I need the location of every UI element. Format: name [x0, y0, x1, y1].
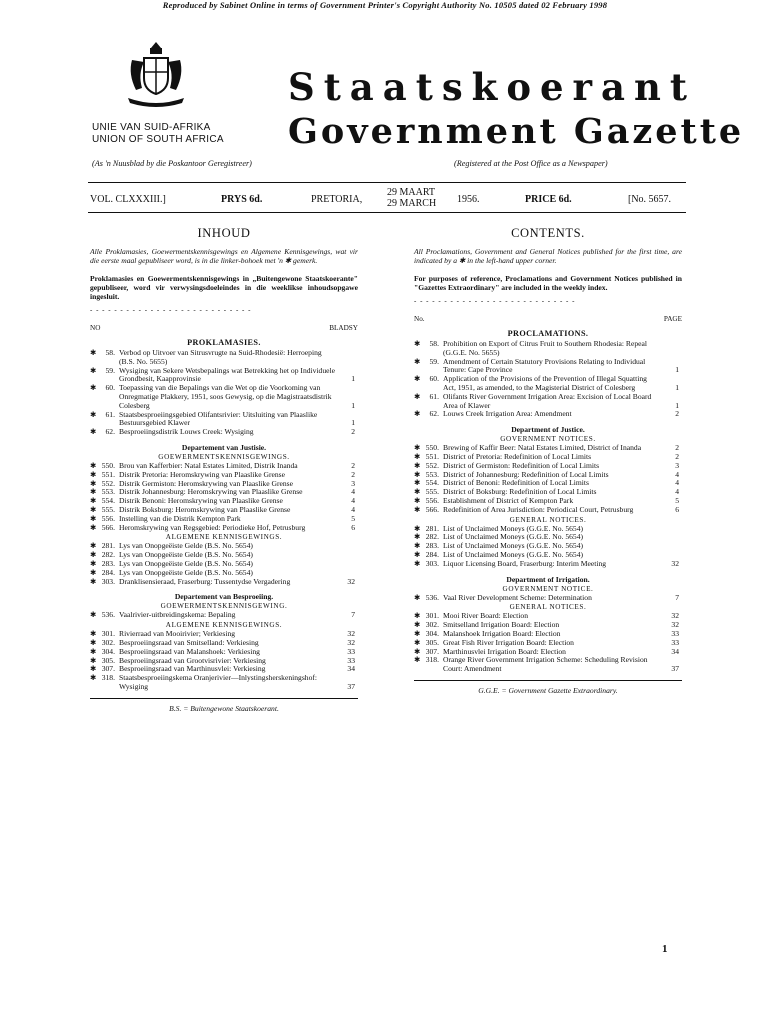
entry-page: 5 — [675, 495, 679, 505]
entry-page: 5 — [351, 513, 355, 523]
star-icon: ✱ — [414, 611, 421, 621]
entry-number: 552. — [101, 478, 115, 488]
index-entry — [414, 594, 682, 603]
entry-text: Staatsbesproeiingskema Oranjerivier—Inlystingsherskeningshof: Wysiging — [119, 673, 318, 691]
inhoud-sections — [90, 338, 358, 692]
entry-text: List of Unclaimed Moneys (G.G.E. No. 5654) — [443, 541, 584, 551]
entry-text: Toepassing van die Bepalings van die Wet op die Voorkoming van Onregmatige Plakkery, 1951, soos Gewysig, op die Magistraatsdistrik Colesberg — [119, 383, 332, 410]
entry-number: 305. — [425, 637, 439, 647]
department-title: Departement van Besproeiing. — [174, 592, 274, 602]
index-entry — [414, 656, 682, 674]
star-icon: ✱ — [414, 460, 421, 470]
year: 1956. — [457, 194, 480, 205]
entry-text: Heromskrywing van Regsgebied: Periodieke Hof, Petrusburg — [119, 522, 306, 532]
entry-text: Amendment of Certain Statutory Provisions Relating to Individual Tenure: Cape Province — [443, 356, 646, 375]
star-icon: ✱ — [414, 637, 421, 647]
star-icon: ✱ — [414, 495, 421, 505]
title-english: Government Gazette — [288, 111, 745, 152]
entry-page: 32 — [347, 637, 355, 647]
entry-text: Brou van Kafferbier: Natal Estates Limited, Distrik Inanda — [119, 460, 298, 470]
star-icon: ✱ — [414, 443, 421, 453]
entry-text: Lys van Onopgeëiste Gelde (B.S. No. 5654) — [119, 558, 253, 568]
entry-number: 554. — [101, 496, 115, 506]
entry-page: 4 — [675, 478, 679, 488]
star-icon: ✱ — [90, 541, 97, 551]
star-icon: ✱ — [414, 504, 421, 514]
entry-number: 555. — [101, 504, 115, 514]
star-icon: ✱ — [90, 646, 97, 656]
inhoud-column — [90, 226, 358, 713]
page-marker: 1 — [662, 943, 668, 955]
star-icon: ✱ — [90, 496, 97, 506]
entry-number: 281. — [101, 541, 115, 551]
star-icon: ✱ — [414, 391, 421, 401]
star-icon: ✱ — [414, 356, 421, 366]
entry-page: 2 — [675, 451, 679, 461]
entry-number: 303. — [425, 558, 439, 568]
star-icon: ✱ — [90, 409, 97, 419]
entry-number: 566. — [425, 504, 439, 514]
star-icon: ✱ — [90, 504, 97, 514]
entry-text: Staatsbesproeiingsgebied Olifantsrivier: Uitsluiting van Plaaslike Bestuursgebied Klawer — [119, 409, 318, 428]
star-icon: ✱ — [414, 469, 421, 479]
star-icon: ✱ — [414, 532, 421, 542]
index-entry — [414, 560, 682, 569]
entry-text: Wysiging van Sekere Wetsbepalings wat Betrekking het op Individuele Grondbesit, Kaapprovinsie — [119, 365, 336, 384]
entry-number: 307. — [425, 646, 439, 656]
entry-number: 551. — [425, 451, 439, 461]
entry-text: Lys van Onopgeëiste Gelde (B.S. No. 5654) — [119, 541, 253, 551]
section-title: GOVERNMENT NOTICES. — [500, 435, 596, 444]
entry-page: 6 — [351, 522, 355, 532]
inhoud-intro: Alle Proklamasies, Goewermentskennisgewings en Algemene Kennisgewings, wat vir die eerste maal gepubliseer word, is in die linker-bohoek met 'n ✱ gemerk. — [90, 247, 358, 265]
entry-number: 536. — [101, 610, 115, 620]
entry-number: 307. — [101, 664, 115, 674]
index-entry — [90, 411, 358, 429]
entry-text: Besproeiingsraad van Smitselland: Verkiesing — [119, 637, 259, 647]
divider-dashes: - - - - - - - - - - - - - - - - - - - - - - - - - - - — [414, 297, 576, 305]
entry-number: 303. — [101, 576, 115, 586]
entry-number: 282. — [425, 532, 439, 542]
entry-text: Distrik Benoni: Heromskrywing van Plaaslike Grense — [119, 496, 283, 506]
masthead-bottom-rule — [88, 212, 686, 213]
star-icon: ✱ — [90, 637, 97, 647]
entry-number: 281. — [425, 523, 439, 533]
star-icon: ✱ — [90, 365, 97, 375]
department-title: Department of Irrigation. — [506, 574, 590, 584]
entry-number: 304. — [101, 646, 115, 656]
section-title: PROKLAMASIES. — [187, 338, 261, 347]
entry-page: 2 — [351, 460, 355, 470]
title-afrikaans: Staatskoerant — [288, 65, 696, 109]
entry-page: 32 — [671, 558, 679, 568]
entry-text: Besproeiingsraad van Malanshoek: Verkiesing — [119, 646, 260, 656]
entry-number: 302. — [101, 637, 115, 647]
section-title: ALGEMENE KENNISGEWINGS. — [165, 533, 283, 542]
star-icon: ✱ — [414, 523, 421, 533]
entry-page: 34 — [347, 664, 355, 674]
entry-text: District of Germiston: Redefinition of Local Limits — [443, 460, 600, 470]
entry-text: Lys van Onopgeëiste Gelde (B.S. No. 5654) — [119, 567, 253, 577]
entry-text: Prohibition on Export of Citrus Fruit to Southern Rhodesia: Repeal (G.G.E. No. 5655) — [443, 339, 647, 357]
star-icon: ✱ — [90, 558, 97, 568]
star-icon: ✱ — [414, 409, 421, 419]
entry-page: 4 — [351, 504, 355, 514]
entry-text: Louws Creek Irrigation Area: Amendment — [443, 409, 572, 419]
star-icon: ✱ — [414, 620, 421, 630]
entry-text: District of Benoni: Redefinition of Local Limits — [443, 478, 589, 488]
entry-text: Brewing of Kaffir Beer: Natal Estates Limited, District of Inanda — [443, 443, 642, 453]
entry-number: 550. — [425, 443, 439, 453]
entry-text: List of Unclaimed Moneys (G.G.E. No. 5654) — [443, 549, 584, 559]
section-title: PROCLAMATIONS. — [507, 329, 589, 338]
entry-page: 1 — [351, 374, 355, 384]
index-entry — [414, 393, 682, 411]
entry-text: Besproeiingsdistrik Louws Creek: Wysiging — [119, 427, 254, 437]
star-icon: ✱ — [90, 655, 97, 665]
entry-page: 1 — [675, 400, 679, 410]
entry-text: List of Unclaimed Moneys (G.G.E. No. 5654) — [443, 523, 584, 533]
section-title: GOEWERMENTSKENNISGEWINGS. — [158, 452, 290, 461]
entry-page: 2 — [351, 469, 355, 479]
star-icon: ✱ — [90, 513, 97, 523]
contents-heading: CONTENTS. — [511, 226, 585, 240]
star-icon: ✱ — [414, 487, 421, 497]
entry-page: 1 — [351, 400, 355, 410]
entry-text: Liquor Licensing Board, Fraserburg: Interim Meeting — [443, 558, 607, 568]
entry-number: 318. — [425, 655, 439, 665]
entry-number: 554. — [425, 478, 439, 488]
entry-page: 33 — [347, 655, 355, 665]
number-header: NO — [90, 324, 101, 332]
section-title: GOEWERMENTSKENNISGEWING. — [160, 602, 288, 611]
index-entry — [414, 410, 682, 419]
entry-page: 37 — [671, 664, 679, 674]
star-icon: ✱ — [90, 610, 97, 620]
inhoud-reference-note: Proklamasies en Goewermentskennisgewings in „Buitengewone Staatskoerante" gepubliseer, word vir verwysingsdoeleindes in die weeklikse inhoudsopgawe ingesluit. — [90, 274, 358, 301]
coat-of-arms-icon — [124, 38, 188, 108]
entry-page: 7 — [675, 592, 679, 602]
entry-number: 58. — [429, 339, 439, 348]
entry-number: 551. — [101, 469, 115, 479]
entry-page: 37 — [347, 681, 355, 691]
entry-number: 282. — [101, 550, 115, 560]
star-icon: ✱ — [90, 664, 97, 674]
contents-reference-note: For purposes of reference, Proclamations and Government Notices published in "Gazettes Extraordinary" are included in the weekly index. — [414, 274, 682, 292]
date-af: 29 MAART — [387, 187, 436, 198]
reproduction-notice: Reproduced by Sabinet Online in terms of Government Printer's Copyright Authority No. 10505 dated 02 February 1998 — [162, 0, 608, 10]
entry-number: 318. — [101, 673, 115, 683]
entry-page: 1 — [351, 418, 355, 428]
entry-number: 536. — [425, 592, 439, 602]
entry-text: Besproeiingsraad van Grootvisrivier: Verkiesing — [119, 655, 266, 665]
entry-number: 555. — [425, 487, 439, 497]
entry-number: 304. — [425, 628, 439, 638]
entry-text: Application of the Provisions of the Prevention of Illegal Squatting Act, 1951, as amended, to the Magisterial District of Colesberg — [443, 374, 647, 392]
entry-page: 2 — [675, 443, 679, 453]
star-icon: ✱ — [90, 478, 97, 488]
index-entry — [414, 375, 682, 393]
entry-text: Distrik Pretoria: Heromskrywing van Plaaslike Grense — [119, 469, 285, 479]
entry-page: 3 — [675, 460, 679, 470]
page-header: PAGE — [663, 315, 682, 323]
entry-text: District of Johannesburg: Redefinition of Local Limits — [443, 469, 609, 479]
section-title: GOVERNMENT NOTICE. — [502, 584, 594, 593]
star-icon: ✱ — [90, 550, 97, 560]
contents-intro: All Proclamations, Government and General Notices published for the first time, are indicated by a ✱ in the left-hand upper corner. — [414, 247, 682, 265]
entry-text: Vaalrivier-uitbreidingskema: Bepaling — [119, 610, 236, 620]
star-icon: ✱ — [90, 427, 97, 437]
masthead-top-rule — [88, 182, 686, 183]
entry-text: Orange River Government Irrigation Scheme: Scheduling Revision Court: Amendment — [443, 655, 648, 674]
entry-text: Vaal River Development Scheme: Determination — [443, 592, 592, 602]
star-icon: ✱ — [414, 339, 421, 348]
entry-page: 4 — [351, 496, 355, 506]
price-af: PRYS 6d. — [221, 194, 263, 205]
star-icon: ✱ — [414, 628, 421, 638]
entry-page: 4 — [351, 487, 355, 497]
column-headers — [414, 315, 682, 328]
entry-text: Besproeiingsraad van Marthinusvlei: Verkiesing — [119, 664, 266, 674]
section-title: GENERAL NOTICES. — [509, 515, 587, 524]
entry-text: List of Unclaimed Moneys (G.G.E. No. 5654) — [443, 532, 584, 542]
registration-note-en: (Registered at the Post Office as a Newspaper) — [454, 159, 608, 168]
index-entry — [90, 384, 358, 410]
department-title: Department of Justice. — [511, 425, 585, 435]
entry-text: Marthinusvlei Irrigation Board: Election — [443, 646, 566, 656]
entry-number: 59. — [105, 365, 115, 375]
contents-column — [414, 226, 682, 695]
place: PRETORIA, — [311, 194, 363, 205]
department-title: Departement van Justisie. — [181, 442, 267, 452]
index-entry — [414, 506, 682, 515]
entry-number: 556. — [425, 495, 439, 505]
star-icon: ✱ — [90, 567, 97, 577]
entry-page: 33 — [347, 646, 355, 656]
entry-text: Mooi River Board: Election — [443, 611, 528, 621]
entry-number: 284. — [425, 549, 439, 559]
union-name-af: UNIE VAN SUID-AFRIKA — [92, 122, 211, 133]
entry-text: Malanshoek Irrigation Board: Election — [443, 628, 561, 638]
registration-note-af: (As 'n Nuusblad by die Poskantoor Geregistreer) — [92, 159, 252, 168]
entry-number: 283. — [425, 541, 439, 551]
star-icon: ✱ — [90, 576, 97, 586]
date-en: 29 MARCH — [387, 198, 437, 209]
union-name-en: UNION OF SOUTH AFRICA — [92, 134, 224, 145]
star-icon: ✱ — [414, 549, 421, 559]
entry-number: 301. — [425, 611, 439, 621]
entry-number: 58. — [105, 348, 115, 357]
star-icon: ✱ — [90, 522, 97, 532]
entry-number: 61. — [429, 391, 439, 401]
entry-page: 32 — [347, 576, 355, 586]
star-icon: ✱ — [90, 629, 97, 639]
contents-sections — [414, 329, 682, 674]
price-en: PRICE 6d. — [525, 194, 572, 205]
star-icon: ✱ — [90, 460, 97, 470]
index-entry — [414, 340, 682, 358]
entry-text: Establishment of District of Kempton Park — [443, 495, 574, 505]
column-headers — [90, 324, 358, 337]
entry-page: 33 — [671, 628, 679, 638]
entry-number: 302. — [425, 620, 439, 630]
entry-page: 4 — [675, 469, 679, 479]
entry-text: Redefinition of Area Jurisdiction: Periodical Court, Petrusburg — [443, 504, 634, 514]
entry-text: Great Fish River Irrigation Board: Election — [443, 637, 574, 647]
inhoud-footnote: B.S. = Buitengewone Staatskoerant. — [90, 698, 358, 713]
entry-text: District of Pretoria: Redefinition of Local Limits — [443, 451, 592, 461]
contents-footnote: G.G.E. = Government Gazette Extraordinary. — [414, 680, 682, 695]
star-icon: ✱ — [414, 655, 421, 665]
divider-dashes: - - - - - - - - - - - - - - - - - - - - - - - - - - - — [90, 306, 252, 314]
entry-page: 2 — [675, 409, 679, 419]
entry-page: 32 — [671, 611, 679, 621]
inhoud-heading: INHOUD — [197, 226, 251, 240]
star-icon: ✱ — [90, 348, 97, 357]
star-icon: ✱ — [414, 374, 421, 384]
entry-text: Distrik Boksburg: Heromskrywing van Plaaslike Grense — [119, 504, 291, 514]
star-icon: ✱ — [90, 673, 97, 683]
index-entry — [90, 367, 358, 385]
page-header: BLADSY — [329, 324, 358, 332]
entry-text: Olifants River Government Irrigation Area: Excision of Local Board Area of Klawer — [443, 391, 652, 410]
entry-text: Rivierraad van Mooirivier; Verkiesing — [119, 629, 236, 639]
index-entry — [90, 674, 358, 692]
entry-number: 556. — [101, 513, 115, 523]
entry-text: Verbod op Uitvoer van Sitrusvrugte na Suid-Rhodesië: Herroeping (B.S. No. 5655) — [119, 348, 322, 366]
entry-text: Dranklisensieraad, Fraserburg: Tussentydse Vergadering — [119, 576, 291, 586]
entry-number: 553. — [101, 487, 115, 497]
star-icon: ✱ — [90, 383, 97, 393]
index-entry — [90, 524, 358, 533]
entry-page: 7 — [351, 610, 355, 620]
index-entry — [90, 428, 358, 437]
index-entry — [90, 349, 358, 367]
entry-number: 552. — [425, 460, 439, 470]
entry-number: 566. — [101, 522, 115, 532]
entry-text: Smitselland Irrigation Board: Election — [443, 620, 560, 630]
entry-page: 32 — [347, 629, 355, 639]
entry-page: 4 — [675, 487, 679, 497]
entry-number: 550. — [101, 460, 115, 470]
entry-number: 283. — [101, 558, 115, 568]
entry-text: Lys van Onopgeëiste Gelde (B.S. No. 5654) — [119, 550, 253, 560]
entry-page: 3 — [351, 478, 355, 488]
section-title: GENERAL NOTICES. — [509, 603, 587, 612]
section-title: ALGEMENE KENNISGEWINGS. — [165, 621, 283, 630]
entry-number: 62. — [429, 409, 439, 419]
entry-page: 6 — [675, 504, 679, 514]
star-icon: ✱ — [414, 541, 421, 551]
number-header: No. — [414, 315, 425, 323]
issue-number: [No. 5657. — [628, 194, 672, 205]
entry-page: 2 — [351, 427, 355, 437]
entry-number: 62. — [105, 427, 115, 437]
entry-number: 301. — [101, 629, 115, 639]
star-icon: ✱ — [414, 558, 421, 568]
star-icon: ✱ — [90, 487, 97, 497]
entry-number: 284. — [101, 567, 115, 577]
entry-page: 32 — [671, 620, 679, 630]
entry-page: 33 — [671, 637, 679, 647]
star-icon: ✱ — [414, 478, 421, 488]
star-icon: ✱ — [90, 469, 97, 479]
union-name — [92, 122, 224, 146]
entry-text: Distrik Johannesburg: Heromskrywing van Plaaslike Grense — [119, 487, 303, 497]
entry-number: 59. — [429, 356, 439, 366]
star-icon: ✱ — [414, 451, 421, 461]
entry-page: 1 — [675, 382, 679, 392]
index-entry — [414, 358, 682, 376]
star-icon: ✱ — [414, 592, 421, 602]
entry-number: 61. — [105, 409, 115, 419]
entry-page: 1 — [675, 365, 679, 375]
index-entry — [90, 578, 358, 587]
entry-number: 60. — [105, 383, 115, 393]
entry-page: 34 — [671, 646, 679, 656]
entry-number: 553. — [425, 469, 439, 479]
entry-text: Instelling van die Distrik Kempton Park — [119, 513, 241, 523]
entry-number: 60. — [429, 374, 439, 384]
entry-number: 305. — [101, 655, 115, 665]
volume: VOL. CLXXXIII.] — [90, 194, 166, 205]
index-entry — [90, 611, 358, 620]
entry-text: Distrik Germiston: Heromskrywing van Plaaslike Grense — [119, 478, 293, 488]
entry-text: District of Boksburg: Redefinition of Local Limits — [443, 487, 597, 497]
star-icon: ✱ — [414, 646, 421, 656]
